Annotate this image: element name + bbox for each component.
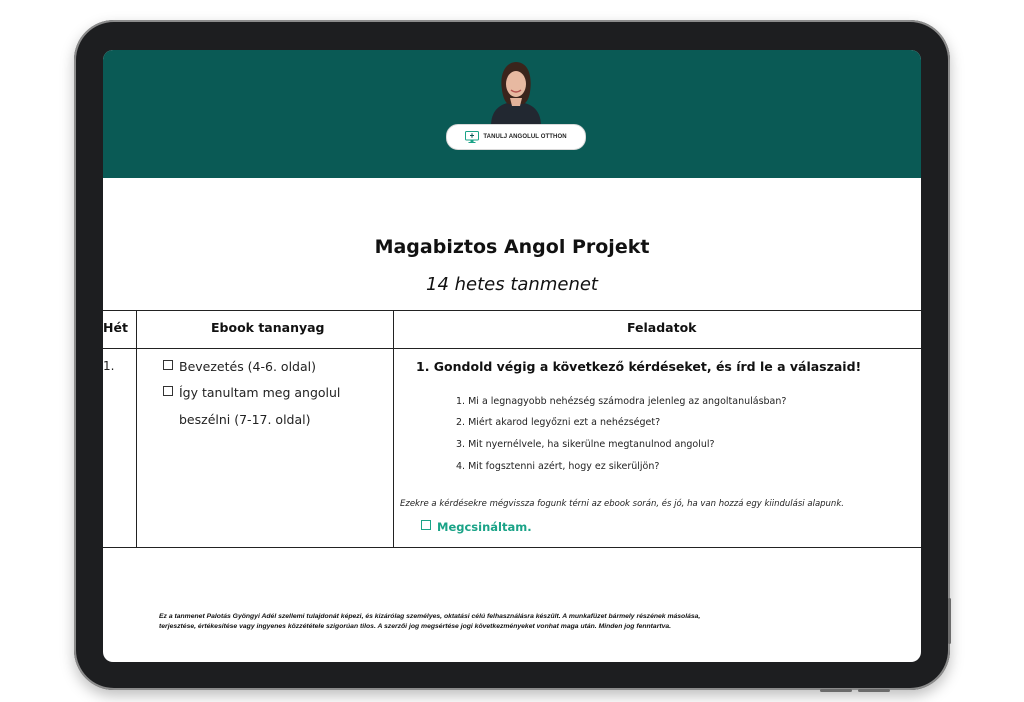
column-header-ebook: Ebook tananyag	[211, 320, 325, 335]
document-subtitle: 14 hetes tanmenet	[426, 274, 598, 295]
author-photo-avatar	[485, 58, 547, 126]
copyright-line-1: Ez a tanmenet Palotás Gyöngyi Adél szellemi tulajdonát képezi, és kizárólag személyes, oktatási célú felhasználásra készült. A munkafüzet bármely részének másolása,	[159, 613, 701, 620]
task-note: Ezekre a kérdésekre mégvissza fogunk térni az ebook során, és jó, ha van hozzá egy kiindulási alapunk.	[400, 499, 844, 509]
question-item: 4. Mit fogsztenni azért, hogy ez sikerüljön?	[456, 461, 660, 472]
question-item: 1. Mi a legnagyobb nehézség számodra jelenleg az angoltanulásban?	[456, 396, 787, 407]
column-header-tasks: Feladatok	[627, 320, 697, 335]
document-title: Magabiztos Angol Projekt	[374, 236, 650, 258]
table-top-border	[103, 310, 921, 311]
table-column-divider-2	[393, 310, 394, 548]
column-header-week: Hét	[103, 320, 128, 335]
tablet-bottom-button-left	[820, 689, 852, 692]
tablet-screen	[103, 50, 921, 662]
done-checkbox-item[interactable]	[421, 520, 532, 534]
ebook-item-continuation	[179, 412, 311, 427]
brand-logo-badge	[446, 124, 586, 150]
done-label: Megcsináltam.	[437, 520, 532, 534]
ebook-item-intro[interactable]	[163, 359, 316, 374]
ebook-item-how-i-learned[interactable]	[163, 385, 340, 400]
question-item: 2. Miért akarod legyőzni ezt a nehézséget?	[456, 417, 661, 428]
task-title: 1. Gondold végig a következő kérdéseket, és írd le a válaszaid!	[416, 359, 862, 374]
table-bottom-border	[103, 547, 921, 548]
question-item: 3. Mit nyernélvele, ha sikerülne megtanulnod angolul?	[456, 439, 715, 450]
week-number: 1.	[103, 359, 115, 373]
checkbox-icon[interactable]	[163, 360, 173, 370]
copyright-line-2: terjesztése, értékesítése vagy ingyenes közzététele szigorúan tilos. A szerzői jog megsértése jogi következményeket vonhat maga után. Minden jog fenntartva.	[159, 622, 672, 630]
header-banner	[103, 50, 921, 178]
table-column-divider-1	[136, 310, 137, 548]
copyright-footer	[159, 612, 897, 631]
tablet-bottom-button-right	[858, 689, 890, 692]
monitor-logo-icon	[465, 131, 479, 143]
checkbox-icon[interactable]	[163, 386, 173, 396]
ebook-item-label: Bevezetés (4-6. oldal)	[179, 359, 316, 374]
table-header-divider	[103, 348, 921, 349]
brand-logo-text: TANULJ ANGOLUL OTTHON	[483, 134, 567, 140]
ebook-item-label: beszélni (7-17. oldal)	[179, 412, 311, 427]
ebook-item-label: Így tanultam meg angolul	[179, 385, 341, 400]
tablet-side-button	[948, 598, 951, 644]
checkbox-icon[interactable]	[421, 520, 431, 530]
